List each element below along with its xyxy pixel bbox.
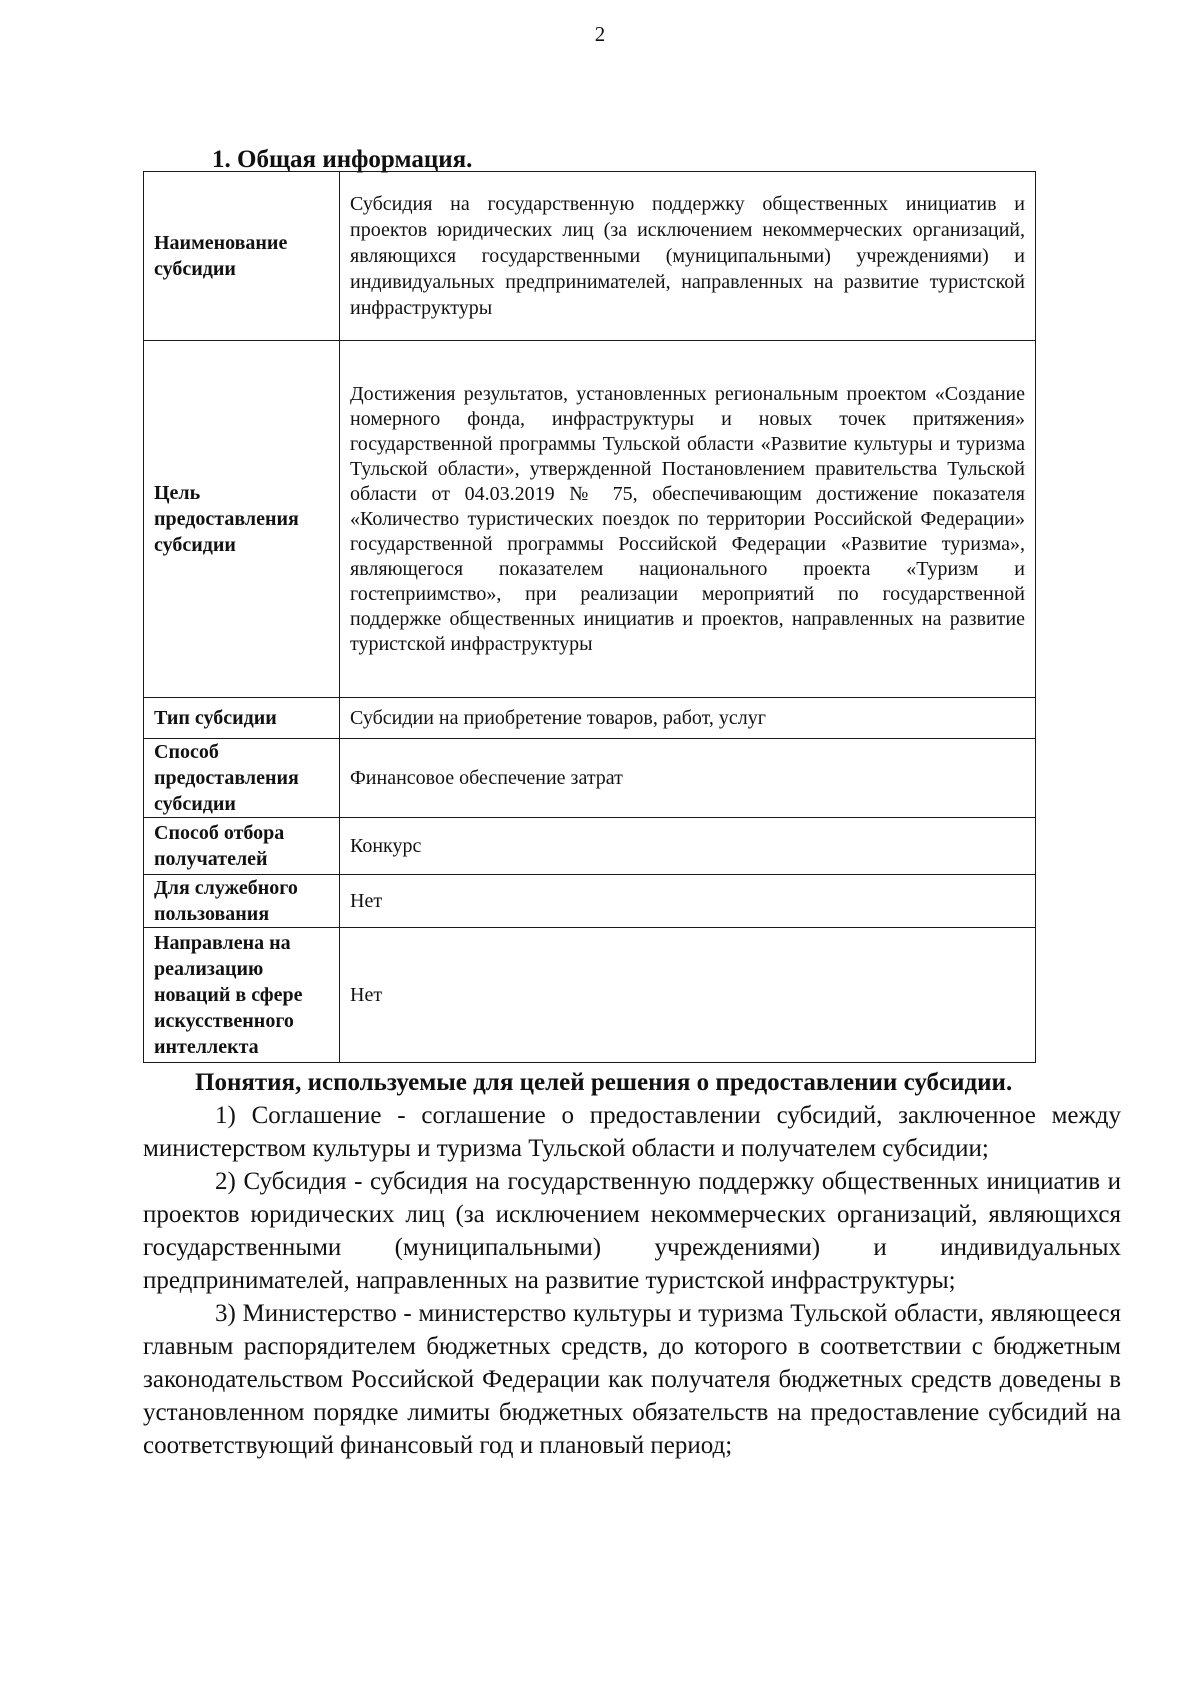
row-value: Нет <box>340 928 1036 1063</box>
row-value: Финансовое обеспечение затрат <box>340 739 1036 818</box>
row-label: Способ отбора получателей <box>144 818 340 875</box>
concepts-section <box>143 1066 1121 1462</box>
table-row <box>144 928 1036 1063</box>
table-row <box>144 875 1036 928</box>
page-number: 2 <box>594 22 606 46</box>
row-value: Нет <box>340 875 1036 928</box>
table-row <box>144 739 1036 818</box>
concept-item: 3) Министерство - министерство культуры и туризма Тульской области, являющееся главным распорядителем бюджетных средств, до которого в соответствии с бюджетным законодательством Российской Федерации как получателя бюджетных средств доведены в установленном порядке лимиты бюджетных обязательств на предоставление субсидий на соответствующий финансовый год и плановый период; <box>143 1300 1121 1459</box>
row-value: Субсидия на государственную поддержку общественных инициатив и проектов юридических лиц (за исключением некоммерческих организаций, являющихся государственными (муниципальными) учреждениями) и индивидуальных предпринимателей, направленных на развитие туристской инфраструктуры <box>340 172 1036 341</box>
concept-item: 2) Субсидия - субсидия на государственную поддержку общественных инициатив и проектов юридических лиц (за исключением некоммерческих организаций, являющихся государственными (муниципальными) учреждениями) и индивидуальных предпринимателей, направленных на развитие туристской инфраструктуры; <box>143 1168 1121 1294</box>
row-value: Субсидии на приобретение товаров, работ, услуг <box>340 698 1036 739</box>
table-row <box>144 698 1036 739</box>
row-label: Направлена на реализацию новаций в сфере искусственного интеллекта <box>144 928 340 1063</box>
row-value: Конкурс <box>340 818 1036 875</box>
row-value: Достижения результатов, установленных региональным проектом «Создание номерного фонда, инфраструктуры и новых точек притяжения» государственной программы Тульской области «Развитие культуры и туризма Тульской области», утвержденной Постановлением правительства Тульской области от 04.03.2019 № 75, обеспечивающим достижение показателя «Количество туристических поездок по территории Российской Федерации» государственной программы Российской Федерации «Развитие туризма», являющегося показателем национального проекта «Туризм и гостеприимство», при реализации мероприятий по государственной поддержке общественных инициатив и проектов, направленных на развитие туристской инфраструктуры <box>340 341 1036 698</box>
concept-item: 1) Соглашение - соглашение о предоставлении субсидий, заключенное между министерством культуры и туризма Тульской области и получателем субсидии; <box>143 1102 1121 1162</box>
table-row <box>144 172 1036 341</box>
table-row <box>144 341 1036 698</box>
row-label: Цель предоставления субсидии <box>144 341 340 698</box>
row-label: Наименование субсидии <box>144 172 340 341</box>
row-label: Тип субсидии <box>144 698 340 739</box>
concepts-title: Понятия, используемые для целей решения о предоставлении субсидии. <box>195 1069 1013 1096</box>
subsidy-info-table <box>143 171 1036 1063</box>
section-title: 1. Общая информация. <box>212 146 473 173</box>
row-label: Для служебного пользования <box>144 875 340 928</box>
table-row <box>144 818 1036 875</box>
row-label: Способ предоставления субсидии <box>144 739 340 818</box>
